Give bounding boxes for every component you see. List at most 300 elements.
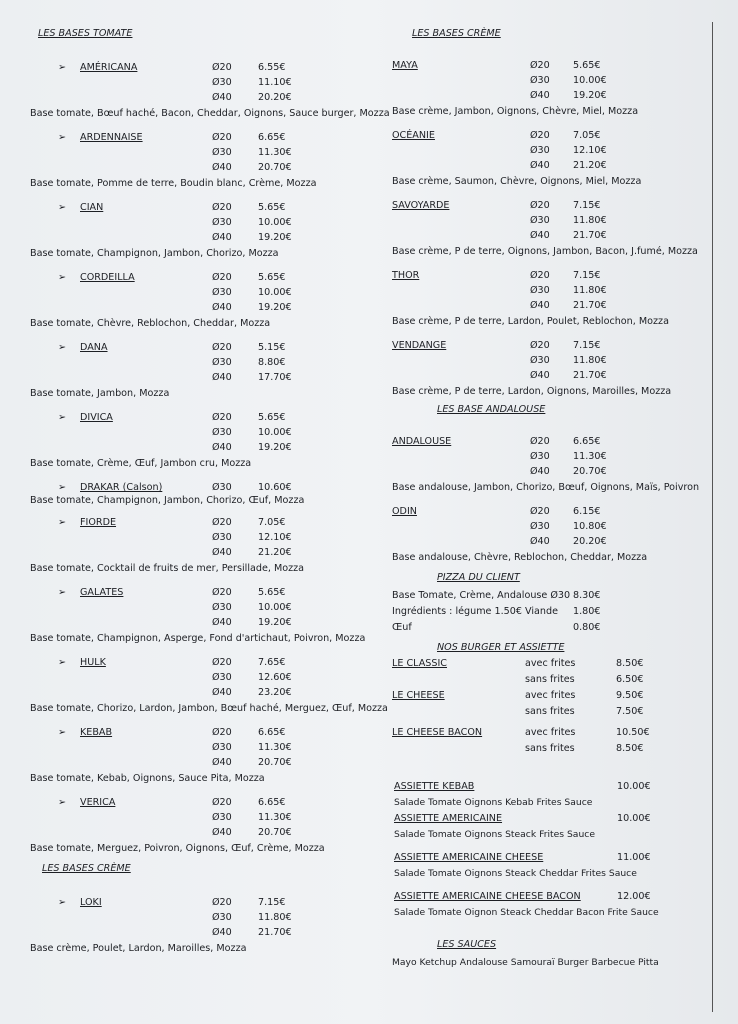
- assiette-price: 12.00€: [617, 891, 651, 902]
- assiette-description: Salade Tomate Oignons Steack Cheddar Frites Sauce: [394, 868, 637, 879]
- item-description: Base tomate, Chorizo, Lardon, Jambon, Bœuf haché, Merguez, Œuf, Mozza: [30, 703, 388, 714]
- item-description: Base andalouse, Jambon, Chorizo, Bœuf, Oignons, Maïs, Poivron: [392, 482, 700, 493]
- price-row: [392, 58, 707, 73]
- price: 20.20€: [258, 92, 292, 103]
- sauces-list: Mayo Ketchup Andalouse Samouraï Burger Barbecue Pitta: [392, 957, 659, 968]
- arrow-icon: ➢: [58, 727, 67, 738]
- price-row: [30, 925, 380, 940]
- price-row: [392, 268, 707, 283]
- price: 10.60€: [258, 482, 292, 493]
- size-label: Ø20: [212, 587, 232, 598]
- menu-item: [392, 338, 707, 408]
- price-row: [30, 895, 380, 910]
- price: 5.15€: [258, 342, 286, 353]
- price: 11.80€: [258, 912, 292, 923]
- menu-item: [30, 725, 380, 795]
- size-label: Ø40: [212, 547, 232, 558]
- price-row: [392, 158, 707, 173]
- price-row: [392, 128, 707, 143]
- size-label: Ø40: [530, 160, 550, 171]
- price: 10.00€: [573, 75, 607, 86]
- item-description: Base crème, Poulet, Lardon, Maroilles, Mozza: [30, 943, 247, 954]
- burger-option: sans frites: [525, 743, 575, 754]
- price-row: [30, 515, 380, 530]
- size-label: Ø20: [530, 130, 550, 141]
- item-name: LOKI: [80, 897, 102, 908]
- price: 11.30€: [258, 812, 292, 823]
- price: 21.70€: [573, 370, 607, 381]
- price: 10.00€: [258, 427, 292, 438]
- size-label: Ø40: [212, 687, 232, 698]
- item-name: VENDANGE: [392, 340, 447, 351]
- price: 7.15€: [573, 270, 601, 281]
- price-row: [392, 338, 707, 353]
- item-name: HULK: [80, 657, 106, 668]
- menu-item: [30, 795, 380, 865]
- burger-option: avec frites: [525, 690, 576, 701]
- burger-name: LE CHEESE BACON: [392, 727, 483, 738]
- price-row: [30, 410, 380, 425]
- size-label: Ø30: [530, 285, 550, 296]
- arrow-icon: ➢: [58, 517, 67, 528]
- price-row: [30, 285, 380, 300]
- price: 21.70€: [573, 230, 607, 241]
- menu-item: [392, 58, 707, 128]
- assiette-name: ASSIETTE AMERICAINE CHEESE: [394, 852, 544, 863]
- left-column: [30, 28, 390, 965]
- price: 20.70€: [258, 162, 292, 173]
- burger-option: avec frites: [525, 727, 576, 738]
- price: 23.20€: [258, 687, 292, 698]
- assiette-description: Salade Tomate Oignons Steack Frites Sauce: [394, 829, 595, 840]
- price-row: [392, 434, 707, 449]
- price-row: [30, 725, 380, 740]
- size-label: Ø30: [530, 215, 550, 226]
- size-label: Ø30: [212, 357, 232, 368]
- price: 6.55€: [258, 62, 286, 73]
- price-row: [30, 75, 380, 90]
- menu-item: [392, 128, 707, 198]
- item-description: Base tomate, Kebab, Oignons, Sauce Pita, Mozza: [30, 773, 265, 784]
- item-description: Base crème, P de terre, Oignons, Jambon, Bacon, J.fumé, Mozza: [392, 246, 698, 257]
- item-name: SAVOYARDE: [392, 200, 450, 211]
- item-name: DANA: [80, 342, 108, 353]
- size-label: Ø30: [212, 77, 232, 88]
- assiette-description: Salade Tomate Oignons Kebab Frites Sauce: [394, 797, 593, 808]
- item-description: Base tomate, Pomme de terre, Boudin blanc, Crème, Mozza: [30, 178, 317, 189]
- burger-row: [392, 672, 707, 688]
- size-label: Ø20: [212, 202, 232, 213]
- client-label: Base Tomate, Crème, Andalouse Ø30: [392, 590, 571, 601]
- menu-item: [30, 130, 380, 200]
- client-line: [392, 620, 707, 636]
- size-label: Ø20: [212, 62, 232, 73]
- size-label: Ø40: [212, 442, 232, 453]
- item-name: ODIN: [392, 506, 417, 517]
- item-name: VERICA: [80, 797, 116, 808]
- menu-item: [30, 515, 380, 585]
- assiettes-section: [394, 779, 707, 921]
- size-label: Ø40: [530, 230, 550, 241]
- size-label: Ø30: [212, 672, 232, 683]
- price-row: [30, 355, 380, 370]
- price: 5.65€: [258, 412, 286, 423]
- item-name: DIVICA: [80, 412, 113, 423]
- price: 5.65€: [258, 202, 286, 213]
- item-description: Base crème, Saumon, Chèvre, Oignons, Miel, Mozza: [392, 176, 642, 187]
- burger-row: [392, 688, 707, 704]
- item-description: Base andalouse, Chèvre, Reblochon, Cheddar, Mozza: [392, 552, 648, 563]
- price: 6.65€: [573, 436, 601, 447]
- menu-item: [30, 895, 380, 965]
- size-label: Ø30: [212, 532, 232, 543]
- burger-price: 9.50€: [616, 690, 644, 701]
- price: 19.20€: [258, 442, 292, 453]
- burger-name: LE CLASSIC: [392, 658, 447, 669]
- menu-item: [30, 585, 380, 655]
- section-title: LES BASE ANDALOUSE: [437, 404, 546, 415]
- item-name: FIORDE: [80, 517, 117, 528]
- item-name: THOR: [392, 270, 420, 281]
- price-row: [392, 464, 707, 479]
- section-title: LES SAUCES: [437, 939, 497, 950]
- item-description: Base tomate, Crème, Œuf, Jambon cru, Mozza: [30, 458, 252, 469]
- price: 5.65€: [258, 587, 286, 598]
- price: 20.70€: [258, 827, 292, 838]
- price: 12.10€: [258, 532, 292, 543]
- assiette-name: ASSIETTE AMERICAINE CHEESE BACON: [394, 891, 581, 902]
- arrow-icon: ➢: [58, 657, 67, 668]
- price-row: [30, 230, 380, 245]
- price: 21.70€: [258, 927, 292, 938]
- arrow-icon: ➢: [58, 897, 67, 908]
- price: 7.65€: [258, 657, 286, 668]
- right-column: [392, 28, 707, 971]
- price-row: [30, 655, 380, 670]
- item-name: OCÉANIE: [392, 130, 435, 141]
- price-row: [392, 88, 707, 103]
- size-label: Ø30: [530, 145, 550, 156]
- price-row: [30, 160, 380, 175]
- price: 10.00€: [258, 217, 292, 228]
- arrow-icon: ➢: [58, 202, 67, 213]
- price: 12.60€: [258, 672, 292, 683]
- price-row: [30, 270, 380, 285]
- size-label: Ø20: [530, 270, 550, 281]
- section-title: LES BASES CRÈME: [42, 863, 131, 874]
- section-title: NOS BURGER ET ASSIETTE: [437, 642, 565, 653]
- burger-option: sans frites: [525, 674, 575, 685]
- price: 19.20€: [258, 302, 292, 313]
- assiette-price: 10.00€: [617, 813, 651, 824]
- client-price: 0.80€: [573, 622, 601, 633]
- price-row: [392, 213, 707, 228]
- size-label: Ø30: [212, 147, 232, 158]
- assiette-description: Salade Tomate Oignon Steack Cheddar Bacon Frite Sauce: [394, 907, 659, 918]
- assiette-price: 11.00€: [617, 852, 651, 863]
- size-label: Ø40: [530, 90, 550, 101]
- section-title: PIZZA DU CLIENT: [437, 572, 520, 583]
- price: 21.70€: [573, 300, 607, 311]
- client-line: [392, 588, 707, 604]
- size-label: Ø20: [212, 132, 232, 143]
- assiette-name: ASSIETTE KEBAB: [394, 781, 475, 792]
- price-row: [392, 519, 707, 534]
- menu-item: [392, 268, 707, 338]
- price: 6.65€: [258, 797, 286, 808]
- price-row: [30, 145, 380, 160]
- price-row: [30, 755, 380, 770]
- size-label: Ø20: [530, 436, 550, 447]
- price: 10.00€: [258, 287, 292, 298]
- size-label: Ø20: [530, 340, 550, 351]
- arrow-icon: ➢: [58, 132, 67, 143]
- assiette-row: [394, 779, 707, 795]
- size-label: Ø40: [212, 302, 232, 313]
- price-row: [30, 685, 380, 700]
- price-row: [392, 298, 707, 313]
- menu-item: [30, 410, 380, 480]
- price: 11.30€: [258, 147, 292, 158]
- price: 7.05€: [573, 130, 601, 141]
- burger-row: [392, 704, 707, 720]
- item-name: CORDEILLA: [80, 272, 135, 283]
- size-label: Ø40: [530, 466, 550, 477]
- size-label: Ø20: [212, 797, 232, 808]
- item-description: Base tomate, Bœuf haché, Bacon, Cheddar, Oignons, Sauce burger, Mozza: [30, 108, 390, 119]
- arrow-icon: ➢: [58, 62, 67, 73]
- size-label: Ø40: [212, 92, 232, 103]
- size-label: Ø30: [212, 482, 232, 493]
- item-description: Base crème, P de terre, Lardon, Oignons, Maroilles, Mozza: [392, 386, 672, 397]
- price: 17.70€: [258, 372, 292, 383]
- price-row: [30, 200, 380, 215]
- item-name: AMÉRICANA: [80, 62, 138, 73]
- price: 11.30€: [258, 742, 292, 753]
- price: 11.80€: [573, 285, 607, 296]
- price: 19.20€: [258, 617, 292, 628]
- price-row: [30, 425, 380, 440]
- arrow-icon: ➢: [58, 482, 67, 493]
- price-row: [30, 670, 380, 685]
- size-label: Ø40: [530, 370, 550, 381]
- price: 21.20€: [573, 160, 607, 171]
- price: 11.80€: [573, 215, 607, 226]
- size-label: Ø30: [212, 602, 232, 613]
- price-row: [30, 440, 380, 455]
- pizza-du-client: [392, 572, 707, 636]
- menu-item: [392, 198, 707, 268]
- price-row: [392, 353, 707, 368]
- item-description: Base tomate, Champignon, Asperge, Fond d'artichaut, Poivron, Mozza: [30, 633, 366, 644]
- size-label: Ø20: [212, 412, 232, 423]
- size-label: Ø40: [212, 617, 232, 628]
- size-label: Ø20: [530, 60, 550, 71]
- size-label: Ø40: [530, 536, 550, 547]
- size-label: Ø30: [530, 451, 550, 462]
- size-label: Ø30: [212, 812, 232, 823]
- price-row: [30, 795, 380, 810]
- size-label: Ø30: [212, 427, 232, 438]
- price-row: [30, 300, 380, 315]
- paper-edge: [712, 22, 713, 1012]
- price-row: [392, 228, 707, 243]
- section-title: LES BASES TOMATE: [38, 28, 133, 39]
- size-label: Ø20: [212, 657, 232, 668]
- menu-item: [392, 504, 707, 574]
- price-row: [30, 545, 380, 560]
- burger-option: avec frites: [525, 658, 576, 669]
- price: 20.70€: [573, 466, 607, 477]
- arrow-icon: ➢: [58, 342, 67, 353]
- price: 20.70€: [258, 757, 292, 768]
- assiette-row: [394, 889, 707, 905]
- price: 6.65€: [258, 132, 286, 143]
- menu-item: [30, 200, 380, 270]
- assiette-name: ASSIETTE AMERICAINE: [394, 813, 503, 824]
- item-description: Base tomate, Jambon, Mozza: [30, 388, 170, 399]
- menu-item: [392, 434, 707, 504]
- price-row: [392, 534, 707, 549]
- burger-price: 8.50€: [616, 743, 644, 754]
- burger-price: 8.50€: [616, 658, 644, 669]
- price: 7.05€: [258, 517, 286, 528]
- client-line: [392, 604, 707, 620]
- burger-price: 10.50€: [616, 727, 650, 738]
- burger-name: LE CHEESE: [392, 690, 445, 701]
- price-row: [30, 370, 380, 385]
- menu-item: [30, 340, 380, 410]
- price-row: [30, 480, 380, 495]
- price-row: [392, 449, 707, 464]
- item-description: Base crème, P de terre, Lardon, Poulet, Reblochon, Mozza: [392, 316, 669, 327]
- price-row: [392, 143, 707, 158]
- price: 7.15€: [573, 200, 601, 211]
- size-label: Ø40: [212, 827, 232, 838]
- item-name: ANDALOUSE: [392, 436, 452, 447]
- section-title: LES BASES CRÈME: [412, 28, 501, 39]
- arrow-icon: ➢: [58, 272, 67, 283]
- price: 7.15€: [258, 897, 286, 908]
- price-row: [30, 340, 380, 355]
- price: 10.80€: [573, 521, 607, 532]
- price-row: [392, 198, 707, 213]
- price-row: [392, 504, 707, 519]
- price-row: [30, 215, 380, 230]
- price-row: [30, 90, 380, 105]
- size-label: Ø20: [530, 200, 550, 211]
- price-row: [30, 810, 380, 825]
- price-row: [30, 530, 380, 545]
- size-label: Ø40: [530, 300, 550, 311]
- burger-option: sans frites: [525, 706, 575, 717]
- price-row: [30, 615, 380, 630]
- burgers-section: [392, 642, 707, 757]
- price: 11.80€: [573, 355, 607, 366]
- client-label: Œuf: [392, 622, 412, 633]
- size-label: Ø40: [212, 372, 232, 383]
- price-row: [30, 910, 380, 925]
- size-label: Ø20: [212, 897, 232, 908]
- price: 6.65€: [258, 727, 286, 738]
- arrow-icon: ➢: [58, 587, 67, 598]
- item-description: Base tomate, Champignon, Jambon, Chorizo, Œuf, Mozza: [30, 495, 305, 506]
- item-description: Base tomate, Merguez, Poivron, Oignons, Œuf, Crème, Mozza: [30, 843, 325, 854]
- item-description: Base tomate, Chèvre, Reblochon, Cheddar, Mozza: [30, 318, 271, 329]
- price-row: [392, 73, 707, 88]
- price: 10.00€: [258, 602, 292, 613]
- price: 20.20€: [573, 536, 607, 547]
- price-row: [30, 60, 380, 75]
- size-label: Ø40: [212, 232, 232, 243]
- size-label: Ø40: [212, 757, 232, 768]
- price-row: [30, 130, 380, 145]
- client-label: Ingrédients : légume 1.50€ Viande: [392, 606, 558, 617]
- assiette-row: [394, 850, 707, 866]
- client-price: 1.80€: [573, 606, 601, 617]
- arrow-icon: ➢: [58, 797, 67, 808]
- price: 11.10€: [258, 77, 292, 88]
- price: 19.20€: [258, 232, 292, 243]
- client-price: 8.30€: [573, 590, 601, 601]
- menu-item: [30, 655, 388, 725]
- size-label: Ø20: [212, 272, 232, 283]
- arrow-icon: ➢: [58, 412, 67, 423]
- assiette-row: [394, 811, 707, 827]
- item-description: Base crème, Jambon, Oignons, Chèvre, Miel, Mozza: [392, 106, 639, 117]
- price-row: [30, 825, 380, 840]
- price: 5.65€: [258, 272, 286, 283]
- size-label: Ø30: [530, 521, 550, 532]
- size-label: Ø30: [530, 75, 550, 86]
- burger-row: [392, 656, 707, 672]
- item-name: MAYA: [392, 60, 418, 71]
- price: 8.80€: [258, 357, 286, 368]
- burger-row: [392, 725, 707, 741]
- size-label: Ø20: [212, 517, 232, 528]
- price-row: [30, 600, 380, 615]
- burger-price: 6.50€: [616, 674, 644, 685]
- price-row: [30, 740, 380, 755]
- item-description: Base tomate, Champignon, Jambon, Chorizo, Mozza: [30, 248, 279, 259]
- size-label: Ø20: [212, 727, 232, 738]
- assiette-price: 10.00€: [617, 781, 651, 792]
- item-description: Base tomate, Cocktail de fruits de mer, Persillade, Mozza: [30, 563, 305, 574]
- item-name: GALATES: [80, 587, 124, 598]
- item-name: DRAKAR (Calson): [80, 482, 163, 493]
- item-name: CIAN: [80, 202, 104, 213]
- burger-row: [392, 741, 707, 757]
- price: 21.20€: [258, 547, 292, 558]
- size-label: Ø30: [530, 355, 550, 366]
- item-name: ARDENNAISE: [80, 132, 143, 143]
- menu-item: [30, 270, 380, 340]
- size-label: Ø40: [212, 927, 232, 938]
- size-label: Ø30: [212, 742, 232, 753]
- price: 5.65€: [573, 60, 601, 71]
- price: 7.15€: [573, 340, 601, 351]
- menu-item: [30, 480, 380, 515]
- price: 6.15€: [573, 506, 601, 517]
- menu-item: [30, 60, 390, 130]
- burger-price: 7.50€: [616, 706, 644, 717]
- size-label: Ø30: [212, 217, 232, 228]
- size-label: Ø40: [212, 162, 232, 173]
- size-label: Ø20: [530, 506, 550, 517]
- price-row: [30, 585, 380, 600]
- price: 11.30€: [573, 451, 607, 462]
- size-label: Ø20: [212, 342, 232, 353]
